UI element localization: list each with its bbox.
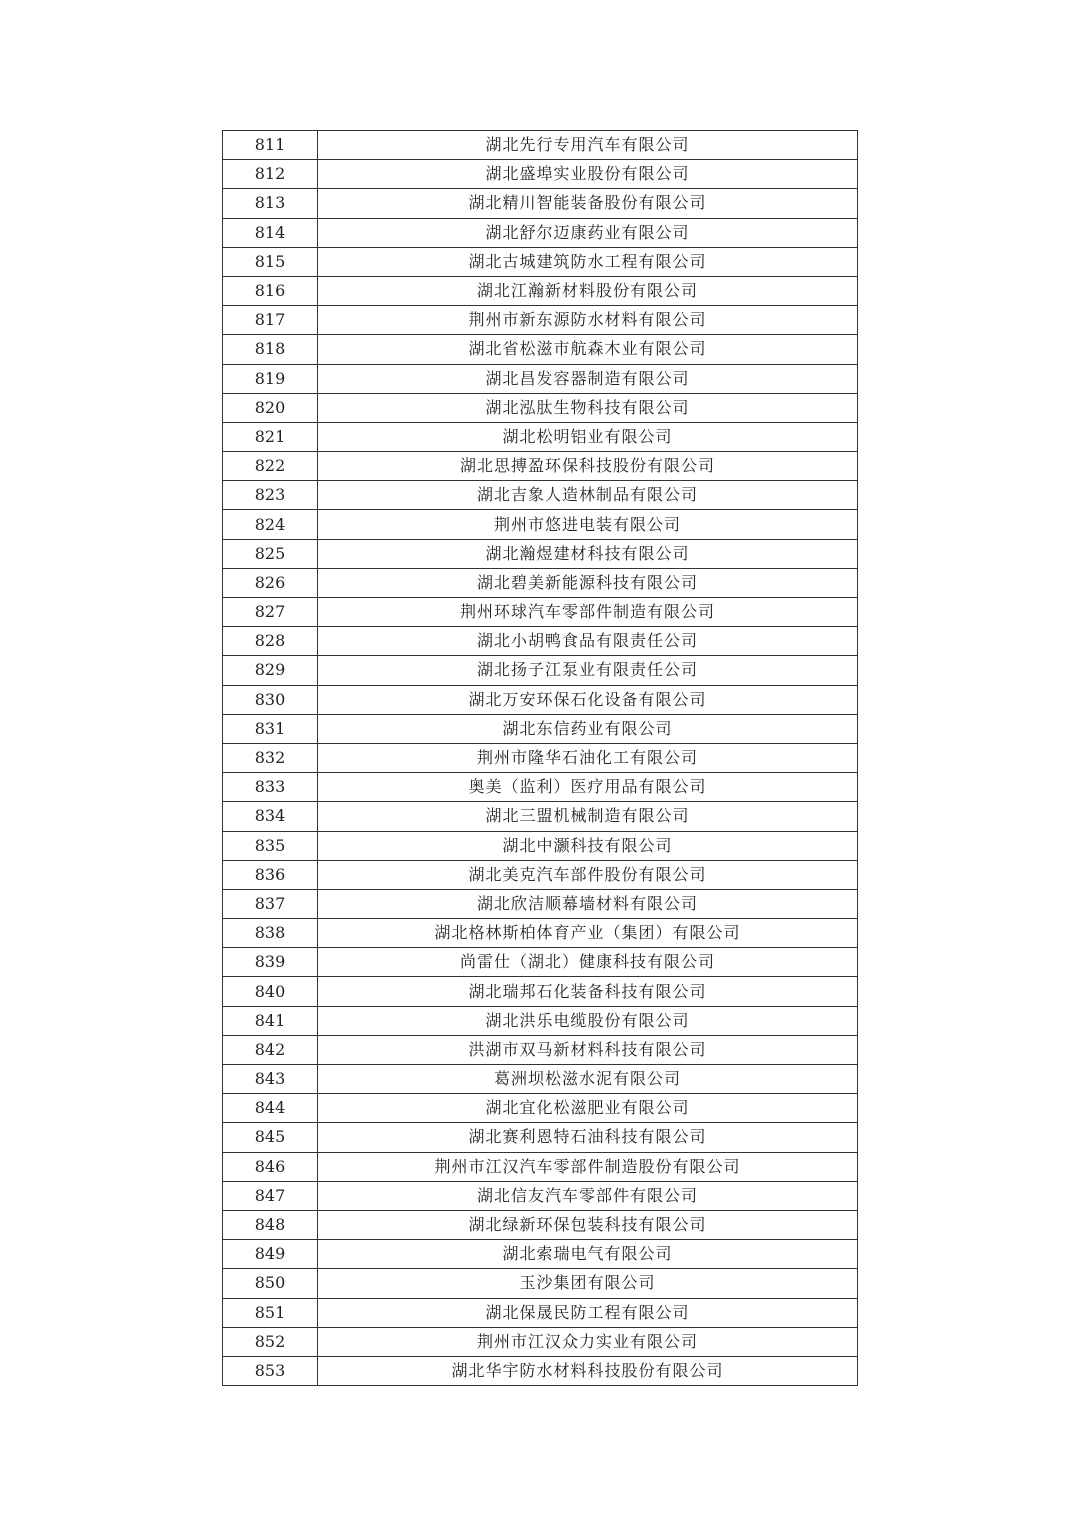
table-row	[223, 510, 858, 539]
row-number-cell: 836	[223, 860, 318, 889]
table-row	[223, 452, 858, 481]
company-name-cell: 湖北华宇防水材料科技股份有限公司	[318, 1356, 858, 1385]
row-number-cell: 846	[223, 1152, 318, 1181]
company-name-cell: 湖北盛埠实业股份有限公司	[318, 160, 858, 189]
table-row	[223, 189, 858, 218]
company-name-cell: 湖北东信药业有限公司	[318, 714, 858, 743]
company-name-cell: 洪湖市双马新材料科技有限公司	[318, 1035, 858, 1064]
row-number-cell: 841	[223, 1006, 318, 1035]
table-row	[223, 131, 858, 160]
table-row	[223, 831, 858, 860]
row-number-cell: 844	[223, 1094, 318, 1123]
company-name-cell: 尚雷仕（湖北）健康科技有限公司	[318, 948, 858, 977]
table-row	[223, 306, 858, 335]
table-row	[223, 1035, 858, 1064]
company-name-cell: 荆州市隆华石油化工有限公司	[318, 743, 858, 772]
table-row	[223, 276, 858, 305]
row-number-cell: 823	[223, 481, 318, 510]
row-number-cell: 851	[223, 1298, 318, 1327]
table-row	[223, 1152, 858, 1181]
company-name-cell: 葛洲坝松滋水泥有限公司	[318, 1065, 858, 1094]
table-row	[223, 160, 858, 189]
table-row	[223, 1240, 858, 1269]
row-number-cell: 811	[223, 131, 318, 160]
table-row	[223, 1298, 858, 1327]
row-number-cell: 821	[223, 422, 318, 451]
table-row	[223, 627, 858, 656]
company-name-cell: 湖北先行专用汽车有限公司	[318, 131, 858, 160]
company-name-cell: 荆州市江汉众力实业有限公司	[318, 1327, 858, 1356]
table-row	[223, 422, 858, 451]
row-number-cell: 824	[223, 510, 318, 539]
company-name-cell: 湖北赛利恩特石油科技有限公司	[318, 1123, 858, 1152]
row-number-cell: 825	[223, 539, 318, 568]
row-number-cell: 845	[223, 1123, 318, 1152]
row-number-cell: 834	[223, 802, 318, 831]
row-number-cell: 812	[223, 160, 318, 189]
row-number-cell: 832	[223, 743, 318, 772]
table-row	[223, 364, 858, 393]
row-number-cell: 820	[223, 393, 318, 422]
company-name-cell: 湖北格林斯柏体育产业（集团）有限公司	[318, 919, 858, 948]
table-row	[223, 218, 858, 247]
table-row	[223, 1181, 858, 1210]
company-name-cell: 湖北思搏盈环保科技股份有限公司	[318, 452, 858, 481]
company-name-cell: 湖北洪乐电缆股份有限公司	[318, 1006, 858, 1035]
table-body	[223, 131, 858, 1386]
company-name-cell: 荆州市悠进电装有限公司	[318, 510, 858, 539]
company-name-cell: 湖北小胡鸭食品有限责任公司	[318, 627, 858, 656]
row-number-cell: 816	[223, 276, 318, 305]
company-name-cell: 湖北古城建筑防水工程有限公司	[318, 247, 858, 276]
row-number-cell: 827	[223, 598, 318, 627]
table-row	[223, 889, 858, 918]
company-name-cell: 湖北泓肽生物科技有限公司	[318, 393, 858, 422]
company-name-cell: 湖北中灏科技有限公司	[318, 831, 858, 860]
table-row	[223, 773, 858, 802]
company-name-cell: 湖北扬子江泵业有限责任公司	[318, 656, 858, 685]
company-name-cell: 湖北三盟机械制造有限公司	[318, 802, 858, 831]
table-row	[223, 568, 858, 597]
row-number-cell: 850	[223, 1269, 318, 1298]
company-name-cell: 湖北昌发容器制造有限公司	[318, 364, 858, 393]
table-row	[223, 977, 858, 1006]
row-number-cell: 831	[223, 714, 318, 743]
table-row	[223, 1269, 858, 1298]
table-row	[223, 335, 858, 364]
company-name-cell: 湖北信友汽车零部件有限公司	[318, 1181, 858, 1210]
company-name-cell: 湖北美克汽车部件股份有限公司	[318, 860, 858, 889]
company-name-cell: 湖北吉象人造林制品有限公司	[318, 481, 858, 510]
table-row	[223, 919, 858, 948]
table-row	[223, 743, 858, 772]
table-row	[223, 1006, 858, 1035]
table-row	[223, 481, 858, 510]
company-name-cell: 湖北宜化松滋肥业有限公司	[318, 1094, 858, 1123]
row-number-cell: 819	[223, 364, 318, 393]
row-number-cell: 835	[223, 831, 318, 860]
company-name-cell: 荆州环球汽车零部件制造有限公司	[318, 598, 858, 627]
row-number-cell: 815	[223, 247, 318, 276]
company-name-cell: 湖北江瀚新材料股份有限公司	[318, 276, 858, 305]
row-number-cell: 848	[223, 1210, 318, 1239]
company-name-cell: 湖北欣洁顺幕墙材料有限公司	[318, 889, 858, 918]
row-number-cell: 814	[223, 218, 318, 247]
table-row	[223, 948, 858, 977]
table-row	[223, 1094, 858, 1123]
company-name-cell: 湖北省松滋市航森木业有限公司	[318, 335, 858, 364]
row-number-cell: 853	[223, 1356, 318, 1385]
row-number-cell: 818	[223, 335, 318, 364]
row-number-cell: 822	[223, 452, 318, 481]
company-name-cell: 湖北碧美新能源科技有限公司	[318, 568, 858, 597]
row-number-cell: 839	[223, 948, 318, 977]
company-name-cell: 湖北绿新环保包装科技有限公司	[318, 1210, 858, 1239]
company-name-cell: 荆州市新东源防水材料有限公司	[318, 306, 858, 335]
company-name-cell: 湖北瑞邦石化装备科技有限公司	[318, 977, 858, 1006]
company-name-cell: 湖北保晟民防工程有限公司	[318, 1298, 858, 1327]
table-row	[223, 685, 858, 714]
row-number-cell: 843	[223, 1065, 318, 1094]
row-number-cell: 830	[223, 685, 318, 714]
row-number-cell: 840	[223, 977, 318, 1006]
table-row	[223, 1123, 858, 1152]
company-name-cell: 湖北舒尔迈康药业有限公司	[318, 218, 858, 247]
row-number-cell: 838	[223, 919, 318, 948]
company-name-cell: 湖北精川智能装备股份有限公司	[318, 189, 858, 218]
table-row	[223, 860, 858, 889]
company-name-cell: 湖北索瑞电气有限公司	[318, 1240, 858, 1269]
table-row	[223, 539, 858, 568]
row-number-cell: 847	[223, 1181, 318, 1210]
row-number-cell: 813	[223, 189, 318, 218]
table-row	[223, 1356, 858, 1385]
row-number-cell: 828	[223, 627, 318, 656]
table-row	[223, 393, 858, 422]
company-name-cell: 湖北瀚煜建材科技有限公司	[318, 539, 858, 568]
table-row	[223, 802, 858, 831]
table-row	[223, 1210, 858, 1239]
table-row	[223, 598, 858, 627]
table-row	[223, 1065, 858, 1094]
row-number-cell: 837	[223, 889, 318, 918]
row-number-cell: 842	[223, 1035, 318, 1064]
company-name-cell: 荆州市江汉汽车零部件制造股份有限公司	[318, 1152, 858, 1181]
company-name-cell: 玉沙集团有限公司	[318, 1269, 858, 1298]
row-number-cell: 826	[223, 568, 318, 597]
company-name-cell: 湖北万安环保石化设备有限公司	[318, 685, 858, 714]
row-number-cell: 852	[223, 1327, 318, 1356]
table-row	[223, 247, 858, 276]
table-row	[223, 656, 858, 685]
company-name-cell: 湖北松明铝业有限公司	[318, 422, 858, 451]
table-row	[223, 1327, 858, 1356]
company-list-table	[222, 130, 858, 1386]
row-number-cell: 833	[223, 773, 318, 802]
row-number-cell: 817	[223, 306, 318, 335]
company-name-cell: 奥美（监利）医疗用品有限公司	[318, 773, 858, 802]
table-row	[223, 714, 858, 743]
row-number-cell: 849	[223, 1240, 318, 1269]
row-number-cell: 829	[223, 656, 318, 685]
